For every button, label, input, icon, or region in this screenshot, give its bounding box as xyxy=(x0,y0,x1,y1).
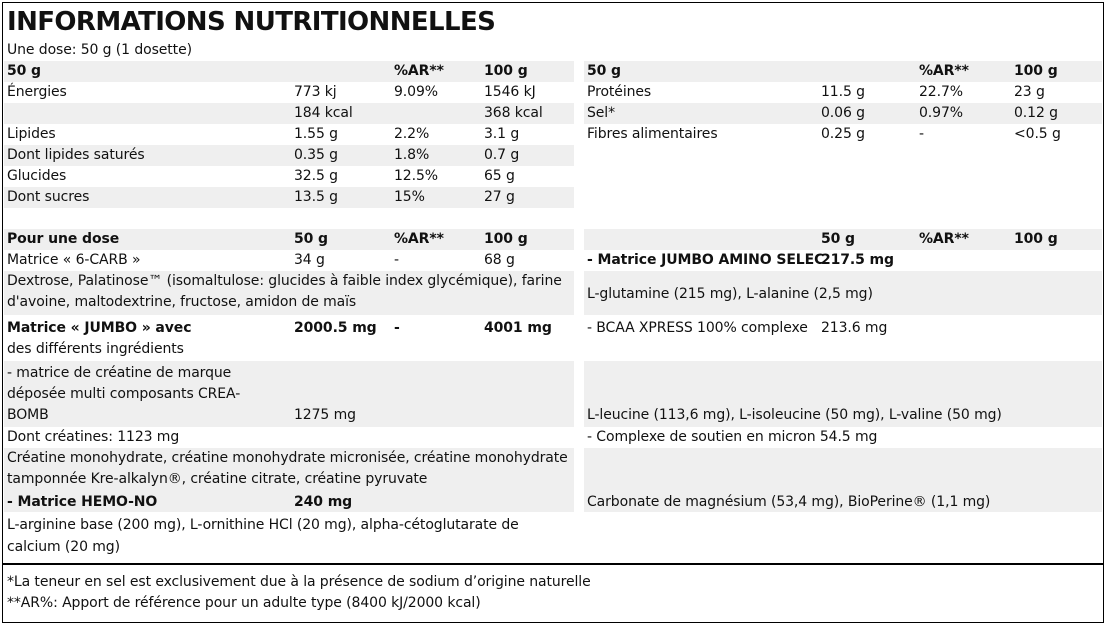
left-nutrition-header-ar: %AR** xyxy=(394,63,444,79)
crea-bomb-line: déposée multi composants CREA- xyxy=(7,386,241,402)
nutrient-name: Lipides xyxy=(7,126,56,142)
dose-header-label: Pour une dose xyxy=(7,231,120,247)
hemo-matrix-name: - Matrice HEMO-NO xyxy=(7,494,158,510)
hemo-matrix-50g: 240 mg xyxy=(294,494,353,510)
amino-description: L-glutamine (215 mg), L-alanine (2,5 mg) xyxy=(587,286,873,302)
jumbo-matrix-ar: - xyxy=(394,320,400,336)
nutrient-value-100g: 23 g xyxy=(1014,84,1045,100)
footnote-salt: *La teneur en sel est exclusivement due à la présence de sodium d’origine naturelle xyxy=(7,574,591,590)
nutrient-name: Dont lipides saturés xyxy=(7,147,145,163)
amino-matrix-name: - Matrice JUMBO AMINO SELEC xyxy=(587,252,825,268)
nutrient-value-100g: 368 kcal xyxy=(484,105,543,121)
nutrient-name: Sel* xyxy=(587,105,615,121)
soutien-description: Carbonate de magnésium (53,4 mg), BioPerine® (1,1 mg) xyxy=(587,494,991,510)
creatine-description: Créatine monohydrate, créatine monohydrate micronisée, créatine monohydrate xyxy=(7,450,568,466)
carb-matrix-name: Matrice « 6-CARB » xyxy=(7,252,141,268)
dose-header-50g: 50 g xyxy=(294,231,328,247)
nutrient-value-ar: 12.5% xyxy=(394,168,438,184)
right-nutrition-header-ar: %AR** xyxy=(919,63,969,79)
nutrient-name: Énergies xyxy=(7,84,67,100)
nutrient-value-100g: 0.12 g xyxy=(1014,105,1058,121)
bcaa-name: - BCAA XPRESS 100% complexe xyxy=(587,320,808,336)
amino-matrix-50g: 217.5 mg xyxy=(821,252,894,268)
jumbo-matrix-subtitle: des différents ingrédients xyxy=(7,341,184,357)
jumbo-matrix-50g: 2000.5 mg xyxy=(294,320,377,336)
nutrient-value-50g: 13.5 g xyxy=(294,189,338,205)
nutrient-value-50g: 0.25 g xyxy=(821,126,865,142)
nutrient-value-ar: 1.8% xyxy=(394,147,430,163)
nutrient-value-ar: 9.09% xyxy=(394,84,438,100)
nutrient-name: Protéines xyxy=(587,84,652,100)
jumbo-matrix-name: Matrice « JUMBO » avec xyxy=(7,320,192,336)
creatine-description: tamponnée Kre-alkalyn®, créatine citrate, créatine pyruvate xyxy=(7,471,428,487)
dose-info: Une dose: 50 g (1 dosette) xyxy=(7,42,192,58)
nutrient-value-ar: 22.7% xyxy=(919,84,963,100)
nutrient-value-100g: 0.7 g xyxy=(484,147,520,163)
nutrient-value-100g: 1546 kJ xyxy=(484,84,536,100)
nutrient-value-100g: 65 g xyxy=(484,168,515,184)
carb-description: d'avoine, maltodextrine, fructose, amidon de maïs xyxy=(7,294,357,310)
right-dose-header-50g: 50 g xyxy=(821,231,855,247)
nutrient-name: Dont sucres xyxy=(7,189,90,205)
nutrient-value-ar: 2.2% xyxy=(394,126,430,142)
right-nutrition-header-50g: 50 g xyxy=(587,63,621,79)
nutrient-value-100g: 3.1 g xyxy=(484,126,520,142)
nutrient-value-50g: 11.5 g xyxy=(821,84,865,100)
nutrient-value-50g: 0.06 g xyxy=(821,105,865,121)
nutrient-name: Glucides xyxy=(7,168,67,184)
nutrient-value-100g: <0.5 g xyxy=(1014,126,1061,142)
left-nutrition-header-100g: 100 g xyxy=(484,63,528,79)
dose-header-ar: %AR** xyxy=(394,231,444,247)
carb-matrix-50g: 34 g xyxy=(294,252,325,268)
crea-bomb-line: - matrice de créatine de marque xyxy=(7,365,232,381)
crea-bomb-line: BOMB xyxy=(7,407,49,423)
carb-matrix-100g: 68 g xyxy=(484,252,515,268)
crea-bomb-value: 1275 mg xyxy=(294,407,356,423)
nutrient-value-50g: 1.55 g xyxy=(294,126,338,142)
jumbo-matrix-100g: 4001 mg xyxy=(484,320,552,336)
nutrient-value-50g: 184 kcal xyxy=(294,105,353,121)
footer-divider xyxy=(2,563,1104,565)
carb-description: Dextrose, Palatinose™ (isomaltulose: glucides à faible index glycémique), farine xyxy=(7,273,562,289)
bcaa-description: L-leucine (113,6 mg), L-isoleucine (50 mg), L-valine (50 mg) xyxy=(587,407,1002,423)
nutrient-value-ar: 0.97% xyxy=(919,105,963,121)
hemo-description: calcium (20 mg) xyxy=(7,539,120,555)
right-nutrition-header-100g: 100 g xyxy=(1014,63,1058,79)
nutrient-value-ar: 15% xyxy=(394,189,425,205)
nutrient-name: Fibres alimentaires xyxy=(587,126,718,142)
right-dose-header-ar: %AR** xyxy=(919,231,969,247)
hemo-description: L-arginine base (200 mg), L-ornithine HCl (20 mg), alpha-cétoglutarate de xyxy=(7,517,519,533)
nutrient-value-50g: 32.5 g xyxy=(294,168,338,184)
creatines-amount: Dont créatines: 1123 mg xyxy=(7,429,180,445)
nutrient-value-50g: 0.35 g xyxy=(294,147,338,163)
page-title: INFORMATIONS NUTRITIONNELLES xyxy=(7,7,496,37)
soutien-complex: - Complexe de soutien en micron 54.5 mg xyxy=(587,429,878,445)
left-nutrition-header-50g: 50 g xyxy=(7,63,41,79)
bcaa-50g: 213.6 mg xyxy=(821,320,888,336)
right-dose-header-100g: 100 g xyxy=(1014,231,1058,247)
shade xyxy=(584,448,1102,491)
nutrient-value-ar: - xyxy=(919,126,924,142)
nutrient-value-100g: 27 g xyxy=(484,189,515,205)
carb-matrix-ar: - xyxy=(394,252,399,268)
footnote-ar: **AR%: Apport de référence pour un adulte type (8400 kJ/2000 kcal) xyxy=(7,595,481,611)
nutrient-value-50g: 773 kj xyxy=(294,84,337,100)
dose-header-100g: 100 g xyxy=(484,231,528,247)
